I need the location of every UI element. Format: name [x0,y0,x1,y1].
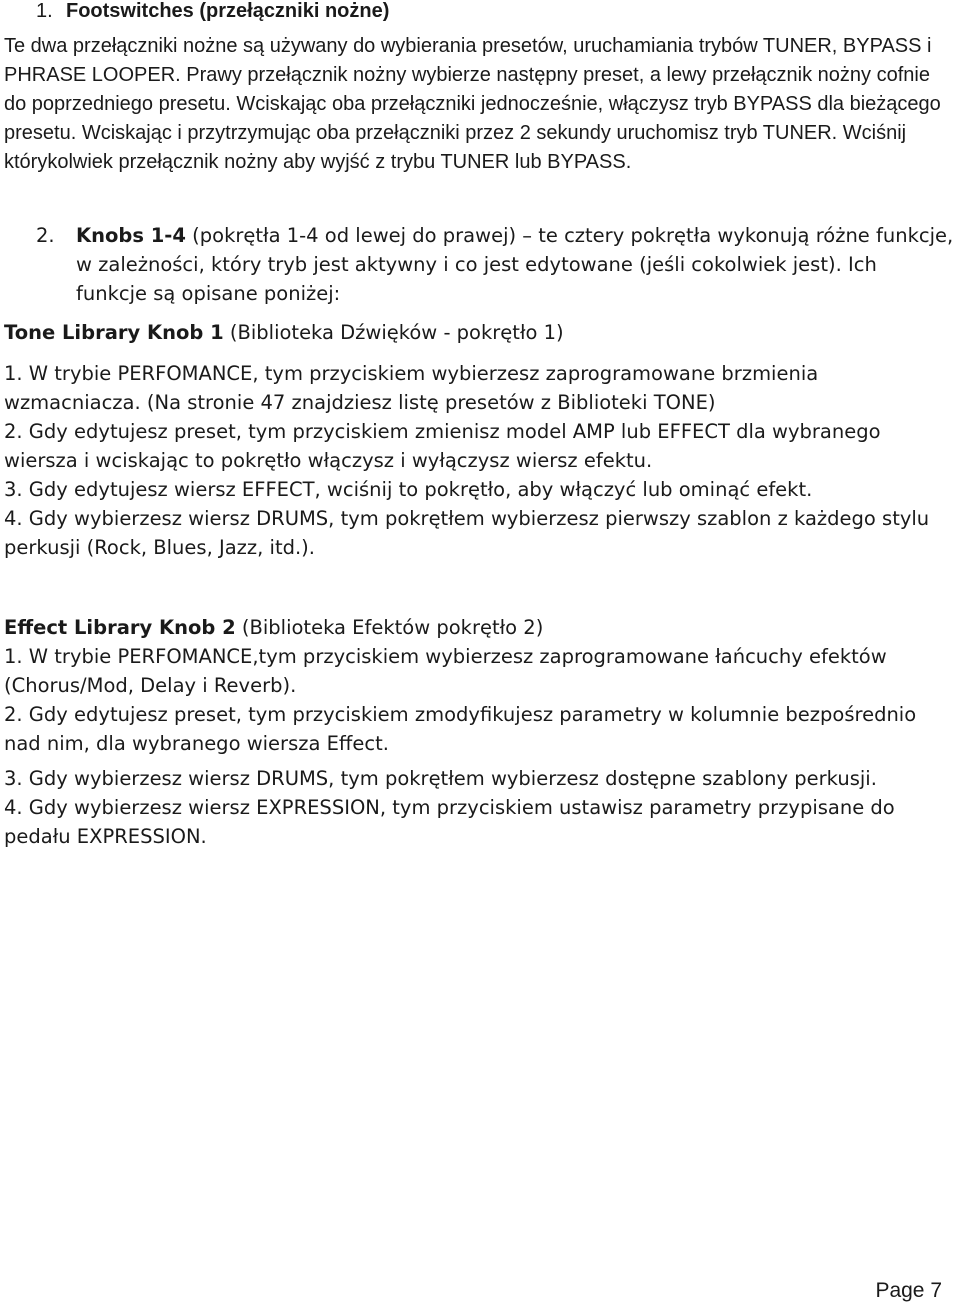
item-number: 2. [36,224,55,247]
effect-library-title: Effect Library Knob 2 [4,616,236,639]
tone-library-list [4,359,954,562]
list-item: 3. Gdy wybierzesz wiersz DRUMS, tym pokrętłem wybierzesz dostępne szablony perkusji. [4,767,877,790]
knobs-heading: Knobs 1-4 [76,224,186,247]
section-knobs [4,221,954,308]
list-item: 2. Gdy edytujesz preset, tym przyciskiem zmienisz model AMP lub EFFECT dla wybranego wiersza i wciskając to pokrętło włączysz i wyłączysz wiersz efektu. [4,420,881,472]
effect-library-subtitle: (Biblioteka Efektów pokrętło 2) [235,616,544,639]
heading-text: Footswitches (przełączniki nożne) [66,0,390,22]
tone-library-title: Tone Library Knob 1 [4,321,224,344]
knobs-text: (pokrętła 1-4 od lewej do prawej) – te cztery pokrętła wykonują różne funkcje, w zależności, który tryb jest aktywny i co jest edytowane (jeśli cokolwiek jest). Ich funkcje są opisane poniżej: [76,224,954,305]
list-item: 3. Gdy edytujesz wiersz EFFECT, wciśnij to pokrętło, aby włączyć lub ominąć efekt. [4,478,813,501]
list-item: 1. W trybie PERFOMANCE, tym przyciskiem wybierzesz zaprogramowane brzmienia wzmacniacza. (Na stronie 47 znajdziesz listę presetów z Biblioteki TONE) [4,362,819,414]
list-item: 2. Gdy edytujesz preset, tym przyciskiem zmodyfikujesz parametry w kolumnie bezpośrednio nad nim, dla wybranego wiersza Effect. [4,703,917,755]
section-heading [4,0,954,26]
knobs-item [4,221,954,308]
effect-library-section [4,613,954,851]
tone-library-subtitle: (Biblioteka Dźwięków - pokrętło 1) [223,321,564,344]
heading-number: 1. [36,0,53,22]
tone-library-heading [4,318,954,347]
section-paragraph: Te dwa przełączniki nożne są używany do wybierania presetów, uruchamiania trybów TUNER, BYPASS i PHRASE LOOPER. Prawy przełącznik nożny wybierze następny preset, a lewy przełącznik nożny cofnie do poprzedniego presetu. Wciskając oba przełączniki jednocześnie, włączysz tryb BYPASS dla bieżącego presetu. Wciskając i przytrzymując oba przełączniki przez 2 sekundy uruchomisz tryb TUNER. Wciśnij którykolwiek przełącznik nożny aby wyjść z trybu TUNER lub BYPASS. [4,35,941,173]
page-number: Page 7 [875,1279,942,1302]
list-item: 1. W trybie PERFOMANCE,tym przyciskiem wybierzesz zaprogramowane łańcuchy efektów (Chorus/Mod, Delay i Reverb). [4,645,887,697]
list-item: 4. Gdy wybierzesz wiersz DRUMS, tym pokrętłem wybierzesz pierwszy szablon z każdego stylu perkusji (Rock, Blues, Jazz, itd.). [4,507,930,559]
list-item: 4. Gdy wybierzesz wiersz EXPRESSION, tym przyciskiem ustawisz parametry przypisane do pedału EXPRESSION. [4,796,895,848]
section-footswitches [4,0,954,177]
